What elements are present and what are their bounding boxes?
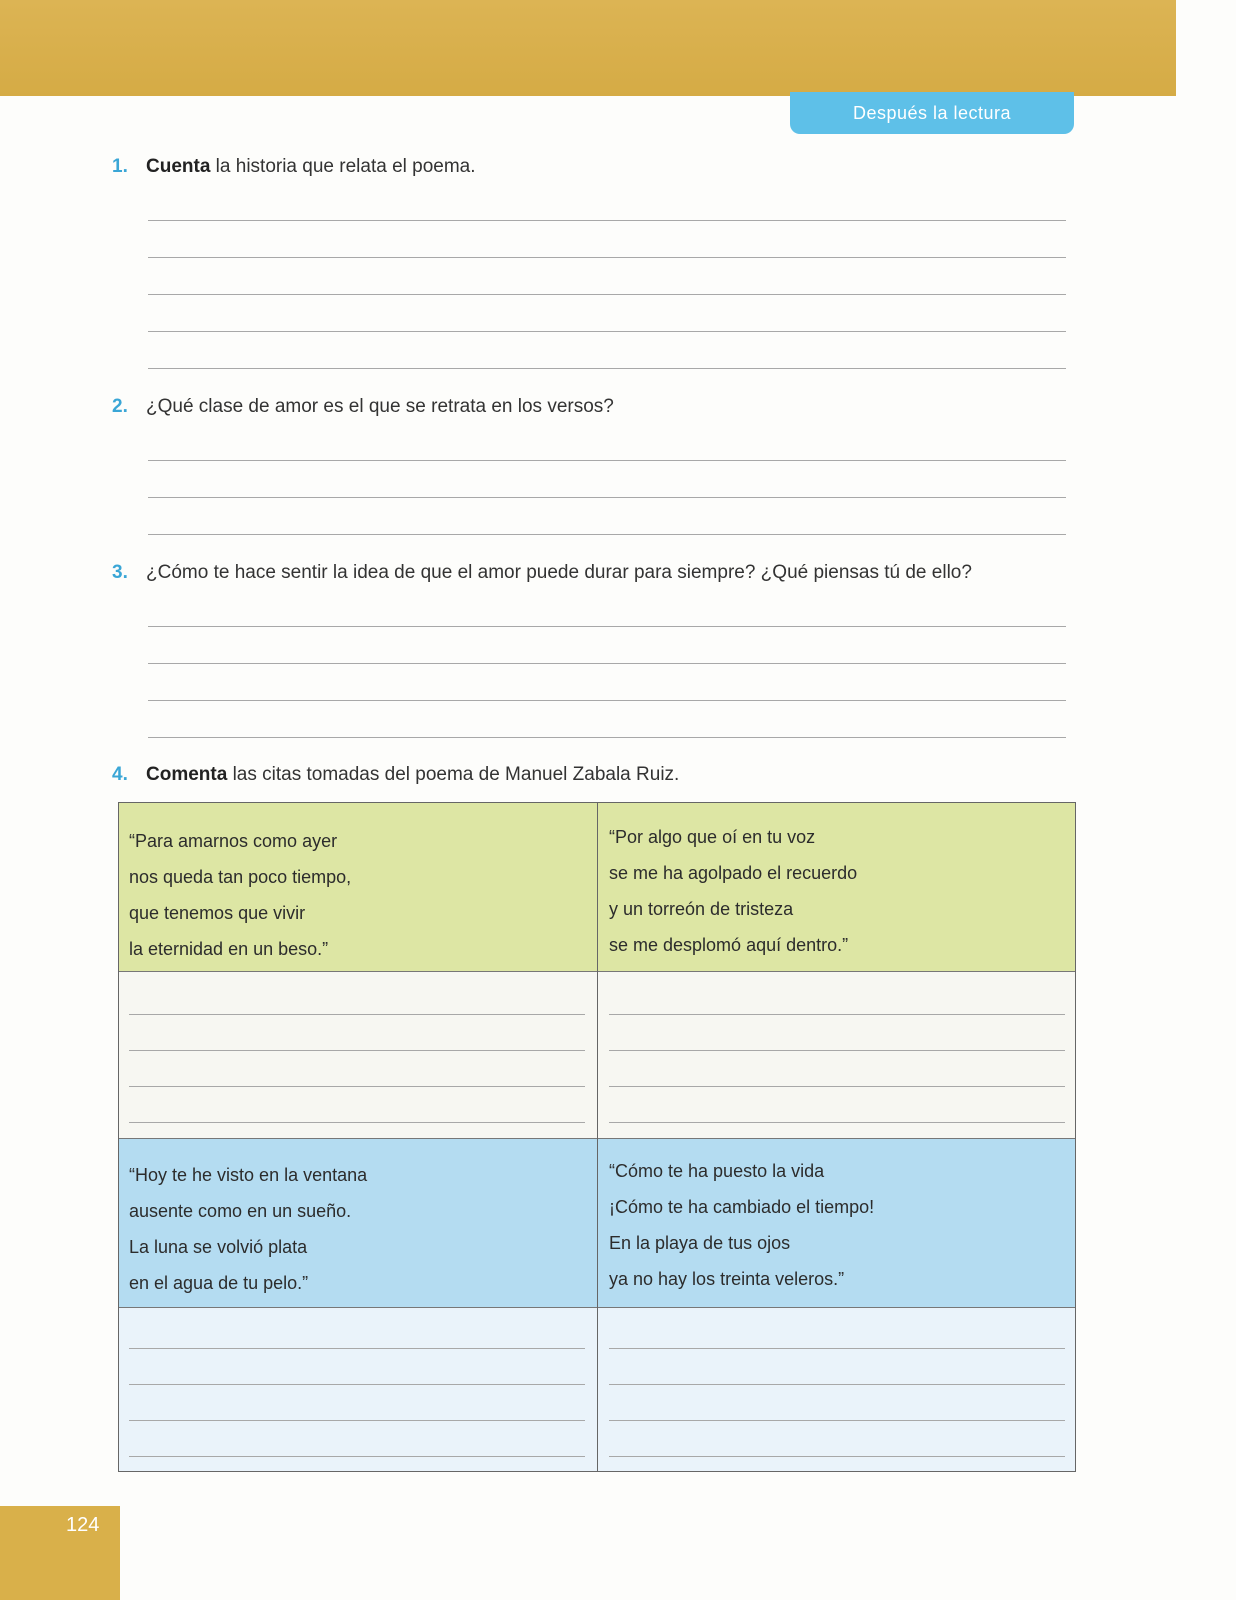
quote-line: En la playa de tus ojos bbox=[609, 1233, 791, 1253]
answer-line[interactable] bbox=[129, 1015, 585, 1051]
quote-line: ya no hay los treinta veleros.” bbox=[609, 1269, 845, 1289]
answer-line[interactable] bbox=[148, 332, 1066, 369]
quote-line: La luna se volvió plata bbox=[129, 1237, 308, 1257]
answer-line[interactable] bbox=[148, 701, 1066, 738]
question-number: 2. bbox=[112, 396, 128, 417]
answer-lines-2[interactable] bbox=[609, 979, 1065, 1123]
answer-line[interactable] bbox=[148, 424, 1066, 461]
answer-line[interactable] bbox=[609, 1385, 1065, 1421]
quote-line: y un torreón de tristeza bbox=[609, 899, 794, 919]
question-text: ¿Qué clase de amor es el que se retrata en los versos? bbox=[146, 396, 614, 417]
answer-line[interactable] bbox=[148, 461, 1066, 498]
question-number: 1. bbox=[112, 156, 128, 177]
quote-line: “Por algo que oí en tu voz bbox=[609, 827, 816, 847]
quote-line: se me ha agolpado el recuerdo bbox=[609, 863, 858, 883]
quote-1 bbox=[129, 823, 351, 967]
question-text: ¿Cómo te hace sentir la idea de que el amor puede durar para siempre? ¿Qué piensas tú de ello? bbox=[146, 562, 972, 583]
quotes-table bbox=[118, 802, 1076, 1472]
section-tab: Después la lectura bbox=[790, 92, 1074, 134]
answer-line[interactable] bbox=[129, 1421, 585, 1457]
question-number: 3. bbox=[112, 562, 128, 583]
answer-line[interactable] bbox=[609, 1051, 1065, 1087]
question-text: la historia que relata el poema. bbox=[210, 156, 476, 177]
answer-line[interactable] bbox=[148, 627, 1066, 664]
answer-line[interactable] bbox=[609, 1421, 1065, 1457]
quote-line: “Hoy te he visto en la ventana bbox=[129, 1165, 368, 1185]
quote-line: “Cómo te ha puesto la vida bbox=[609, 1161, 825, 1181]
question-text: las citas tomadas del poema de Manuel Zabala Ruiz. bbox=[227, 764, 680, 785]
question-3 bbox=[112, 562, 972, 584]
question-verb: Comenta bbox=[146, 764, 228, 785]
answer-line[interactable] bbox=[129, 1385, 585, 1421]
answer-line[interactable] bbox=[609, 1349, 1065, 1385]
answer-area-2[interactable] bbox=[148, 424, 1066, 535]
answer-area-3[interactable] bbox=[148, 590, 1066, 738]
quote-3 bbox=[129, 1157, 367, 1301]
answer-area-1[interactable] bbox=[148, 184, 1066, 369]
page-number-tab bbox=[0, 1506, 120, 1600]
question-number: 4. bbox=[112, 764, 128, 785]
page-number: 124 bbox=[66, 1514, 100, 1536]
quote-line: que tenemos que vivir bbox=[129, 903, 306, 923]
question-1 bbox=[112, 156, 476, 178]
answer-line[interactable] bbox=[129, 979, 585, 1015]
answer-line[interactable] bbox=[148, 295, 1066, 332]
answer-line[interactable] bbox=[129, 1051, 585, 1087]
quote-line: ¡Cómo te ha cambiado el tiempo! bbox=[609, 1197, 875, 1217]
answer-line[interactable] bbox=[609, 1313, 1065, 1349]
answer-lines-1[interactable] bbox=[129, 979, 585, 1123]
answer-line[interactable] bbox=[129, 1087, 585, 1123]
question-verb: Cuenta bbox=[146, 156, 211, 177]
quote-line: se me desplomó aquí dentro.” bbox=[609, 935, 849, 955]
question-2 bbox=[112, 396, 614, 418]
answer-line[interactable] bbox=[148, 184, 1066, 221]
quote-line: nos queda tan poco tiempo, bbox=[129, 867, 352, 887]
answer-line[interactable] bbox=[129, 1349, 585, 1385]
answer-line[interactable] bbox=[609, 1087, 1065, 1123]
answer-line[interactable] bbox=[148, 590, 1066, 627]
answer-line[interactable] bbox=[148, 498, 1066, 535]
answer-lines-3[interactable] bbox=[129, 1313, 585, 1457]
question-4 bbox=[112, 764, 679, 786]
answer-line[interactable] bbox=[129, 1313, 585, 1349]
answer-line[interactable] bbox=[609, 1015, 1065, 1051]
quote-line: en el agua de tu pelo.” bbox=[129, 1273, 309, 1293]
answer-line[interactable] bbox=[148, 221, 1066, 258]
quote-line: “Para amarnos como ayer bbox=[129, 831, 338, 851]
quote-line: ausente como en un sueño. bbox=[129, 1201, 352, 1221]
quote-4 bbox=[609, 1153, 874, 1297]
answer-line[interactable] bbox=[609, 979, 1065, 1015]
header-band bbox=[0, 0, 1176, 96]
answer-lines-4[interactable] bbox=[609, 1313, 1065, 1457]
quote-2 bbox=[609, 819, 857, 963]
quote-line: la eternidad en un beso.” bbox=[129, 939, 329, 959]
answer-line[interactable] bbox=[148, 258, 1066, 295]
answer-line[interactable] bbox=[148, 664, 1066, 701]
table-column-divider bbox=[597, 803, 598, 1471]
